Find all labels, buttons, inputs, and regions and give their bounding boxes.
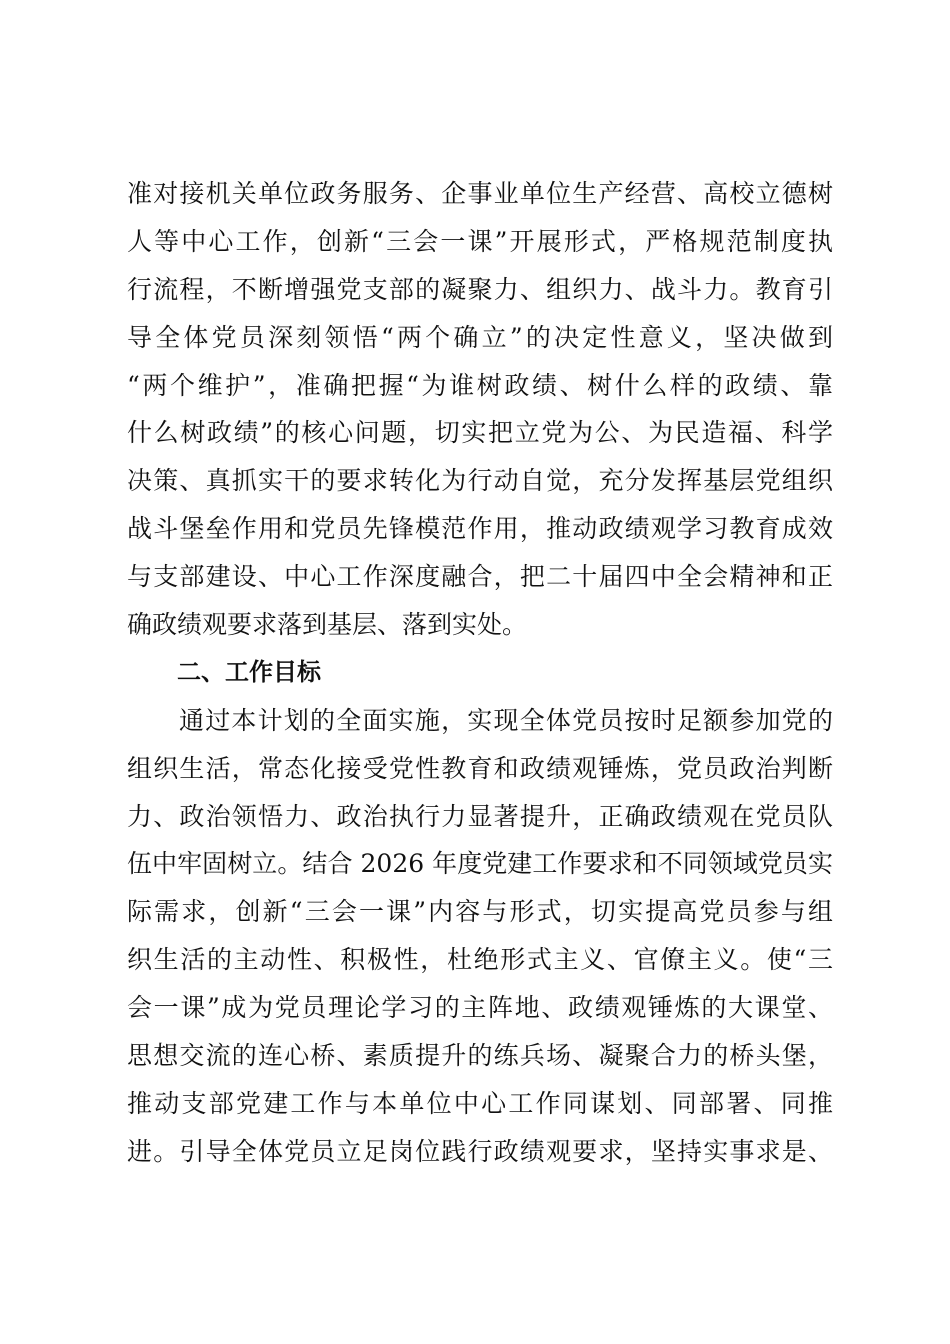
text-line: 伍中牢固树立。结合 2026 年度党建工作要求和不同领域党员实 <box>127 849 833 879</box>
text-line: 行流程，不断增强党支部的凝聚力、组织力、战斗力。教育引 <box>127 274 833 304</box>
text-line: 际需求，创新“三会一课”内容与形式，切实提高党员参与组 <box>127 897 833 927</box>
text-line: 进。引导全体党员立足岗位践行政绩观要求，坚持实事求是、 <box>127 1136 833 1166</box>
text-line: 战斗堡垒作用和党员先锋模范作用，推动政绩观学习教育成效 <box>127 514 833 544</box>
text-line: 推动支部党建工作与本单位中心工作同谋划、同部署、同推 <box>127 1088 833 1118</box>
text-line: 力、政治领悟力、政治执行力显著提升，正确政绩观在党员队 <box>127 801 833 831</box>
text-line: 人等中心工作，创新“三会一课”开展形式，严格规范制度执 <box>127 226 833 256</box>
text-line: 确政绩观要求落到基层、落到实处。 <box>127 610 528 640</box>
text-line: 会一课”成为党员理论学习的主阵地、政绩观锤炼的大课堂、 <box>127 993 833 1023</box>
text-line: 思想交流的连心桥、素质提升的练兵场、凝聚合力的桥头堡， <box>127 1041 833 1071</box>
text-line: “两个维护”，准确把握“为谁树政绩、树什么样的政绩、靠 <box>127 370 833 400</box>
paragraph-work-goals <box>127 697 833 1176</box>
text-line: 准对接机关单位政务服务、企事业单位生产经营、高校立德树 <box>127 179 833 208</box>
text-line: 组织生活，常态化接受党性教育和政绩观锤炼，党员政治判断 <box>127 753 833 783</box>
text-line: 通过本计划的全面实施，实现全体党员按时足额参加党的 <box>179 705 833 735</box>
text-line: 什么树政绩”的核心问题，切实把立党为公、为民造福、科学 <box>127 418 833 448</box>
text-line: 织生活的主动性、积极性，杜绝形式主义、官僚主义。使“三 <box>127 945 833 975</box>
text-line: 导全体党员深刻领悟“两个确立”的决定性意义，坚决做到 <box>127 322 833 352</box>
text-line: 与支部建设、中心工作深度融合，把二十届四中全会精神和正 <box>127 562 833 592</box>
text-line: 决策、真抓实干的要求转化为行动自觉，充分发挥基层党组织 <box>127 466 833 496</box>
document-page <box>127 170 833 1176</box>
section-heading-work-goals: 二、工作目标 <box>177 657 321 686</box>
paragraph-guiding-principle <box>127 170 833 649</box>
